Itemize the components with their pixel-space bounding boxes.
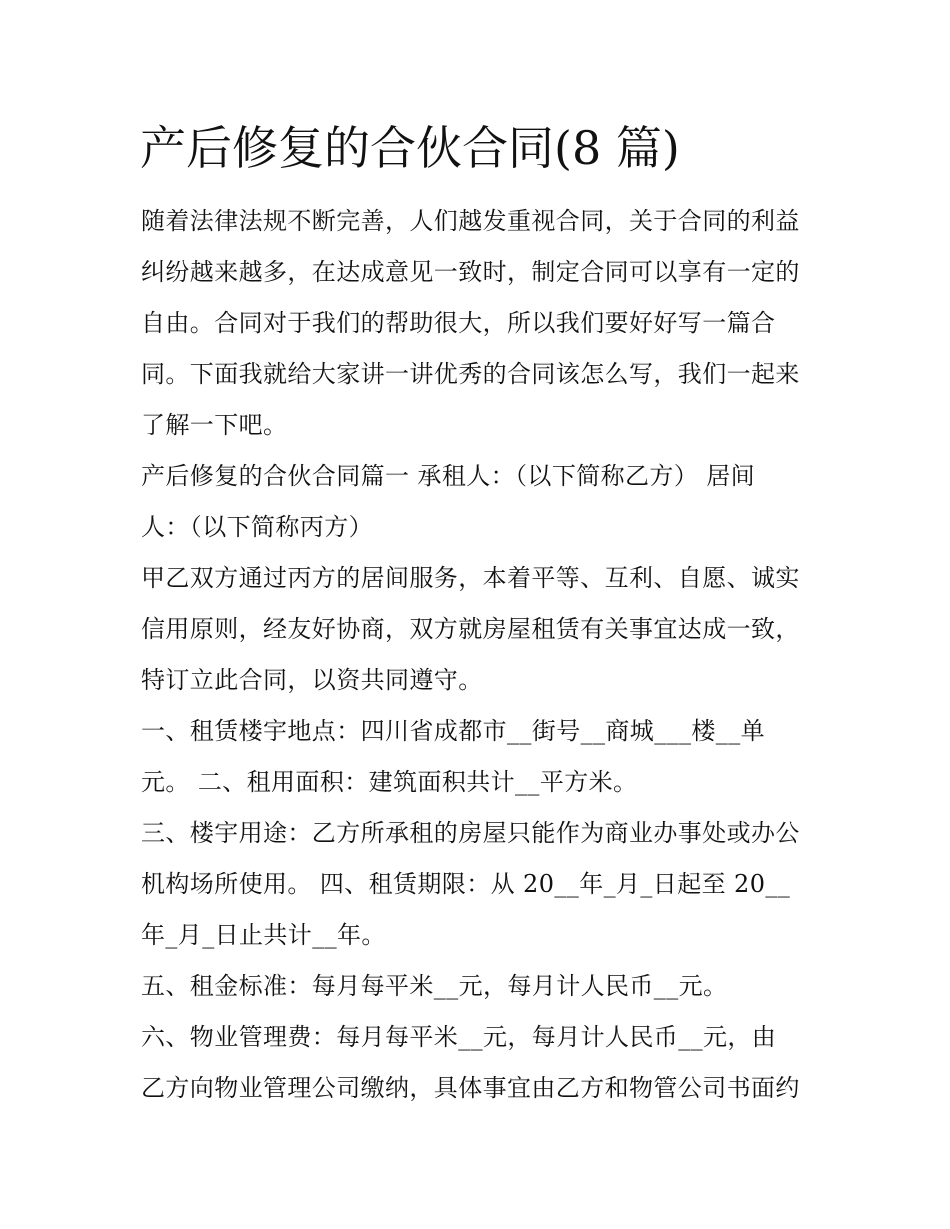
paragraph-line: 元。 二、租用面积：建筑面积共计__平方米。 bbox=[141, 768, 638, 796]
paragraph-line: 年_月_日止共计__年。 bbox=[141, 921, 386, 949]
paragraph-line: 同。下面我就给大家讲一讲优秀的合同该怎么写，我们一起来 bbox=[141, 360, 800, 388]
paragraph-line: 六、物业管理费：每月每平米__元，每月计人民币__元，由 bbox=[141, 1023, 777, 1051]
paragraph-line: 机构场所使用。 四、租赁期限：从 20__年_月_日起至 20__ bbox=[141, 870, 791, 898]
paragraph-line: 五、租金标准：每月每平米__元，每月计人民币__元。 bbox=[141, 972, 728, 1000]
paragraph-line: 纠纷越来越多，在达成意见一致时，制定合同可以享有一定的 bbox=[141, 258, 800, 286]
paragraph-line: 随着法律法规不断完善，人们越发重视合同，关于合同的利益 bbox=[141, 207, 800, 235]
paragraph-line: 自由。合同对于我们的帮助很大，所以我们要好好写一篇合 bbox=[141, 309, 776, 337]
document-title: 产后修复的合伙合同(8 篇) bbox=[140, 121, 680, 175]
paragraph-line: 三、楼宇用途：乙方所承租的房屋只能作为商业办事处或办公 bbox=[141, 819, 800, 847]
paragraph-line: 甲乙双方通过丙方的居间服务，本着平等、互利、自愿、诚实 bbox=[141, 564, 800, 592]
paragraph-line: 了解一下吧。 bbox=[141, 411, 288, 439]
paragraph-line: 信用原则，经友好协商，双方就房屋租赁有关事宜达成一致， bbox=[141, 615, 800, 643]
paragraph-line: 乙方向物业管理公司缴纳，具体事宜由乙方和物管公司书面约 bbox=[141, 1074, 800, 1102]
paragraph-line: 特订立此合同，以资共同遵守。 bbox=[141, 666, 483, 694]
paragraph-line: 产后修复的合伙合同篇一 承租人：（以下简称乙方） 居间 bbox=[141, 462, 756, 490]
paragraph-line: 一、租赁楼宇地点：四川省成都市__街号__商城___楼__单 bbox=[141, 717, 765, 745]
paragraph-line: 人：（以下简称丙方） bbox=[141, 513, 373, 541]
